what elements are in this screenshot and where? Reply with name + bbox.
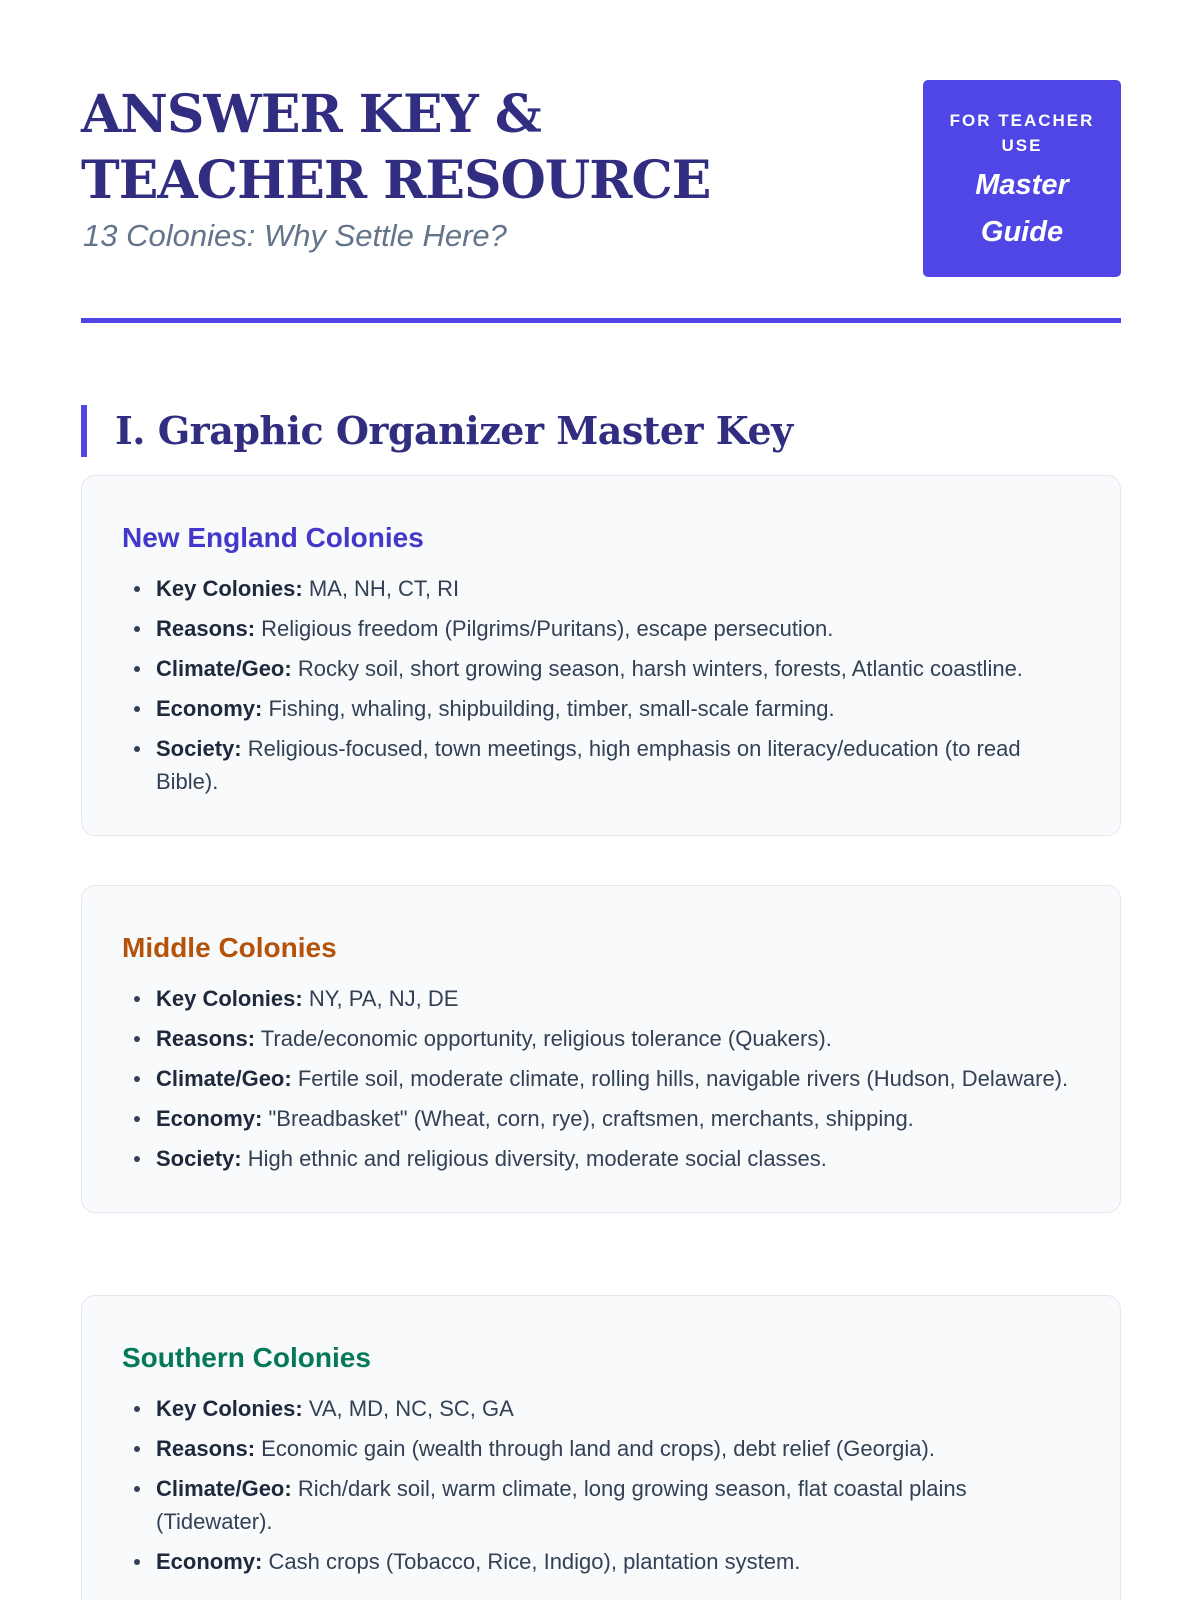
header — [81, 80, 1121, 322]
item-label: Society: — [156, 736, 242, 761]
list-item — [156, 692, 1080, 725]
item-label: Key Colonies: — [156, 986, 303, 1011]
item-text: Fishing, whaling, shipbuilding, timber, small-scale farming. — [262, 696, 835, 721]
item-label: Reasons: — [156, 616, 256, 641]
item-label: Economy: — [156, 1549, 263, 1574]
item-text: Economic gain (wealth through land and crops), debt relief (Georgia). — [255, 1436, 935, 1461]
card-title: Middle Colonies — [122, 932, 337, 963]
item-text: Rocky soil, short growing season, harsh winters, forests, Atlantic coastline. — [291, 656, 1023, 681]
card-southern — [81, 1295, 1121, 1600]
section-heading: I. Graphic Organizer Master Key — [81, 405, 793, 457]
list-item — [156, 652, 1080, 685]
item-label: Climate/Geo: — [156, 1066, 292, 1091]
list-item — [156, 982, 1080, 1015]
item-label: Key Colonies: — [156, 576, 303, 601]
list-item — [156, 1392, 1080, 1425]
item-label: Reasons: — [156, 1436, 256, 1461]
card-title: Southern Colonies — [122, 1342, 371, 1373]
list-item — [156, 732, 1080, 798]
card-title: New England Colonies — [122, 522, 424, 553]
item-label: Climate/Geo: — [156, 1476, 292, 1501]
item-label: Key Colonies: — [156, 1396, 303, 1421]
item-text: "Breadbasket" (Wheat, corn, rye), craftsmen, merchants, shipping. — [262, 1106, 914, 1131]
item-label: Economy: — [156, 696, 263, 721]
card-list — [122, 982, 1080, 1175]
item-label: Society: — [156, 1146, 242, 1171]
item-text: VA, MD, NC, SC, GA — [302, 1396, 514, 1421]
list-item — [156, 1142, 1080, 1175]
item-text: Cash crops (Tobacco, Rice, Indigo), plantation system. — [262, 1549, 801, 1574]
item-label: Economy: — [156, 1106, 263, 1131]
teacher-badge — [923, 80, 1121, 277]
item-text: High ethnic and religious diversity, moderate social classes. — [241, 1146, 827, 1171]
item-label: Climate/Geo: — [156, 656, 292, 681]
list-item — [156, 1022, 1080, 1055]
card-list — [122, 572, 1080, 798]
card-middle — [81, 885, 1121, 1213]
page-title: ANSWER KEY & TEACHER RESOURCE — [81, 84, 711, 211]
card-list — [122, 1392, 1080, 1578]
item-text: Religious freedom (Pilgrims/Puritans), escape persecution. — [255, 616, 834, 641]
item-label: Reasons: — [156, 1026, 256, 1051]
badge-title: Master Guide — [975, 169, 1069, 248]
list-item — [156, 1062, 1080, 1095]
list-item — [156, 1472, 1080, 1538]
item-text: Fertile soil, moderate climate, rolling hills, navigable rivers (Hudson, Delaware). — [291, 1066, 1069, 1091]
list-item — [156, 572, 1080, 605]
list-item — [156, 1432, 1080, 1465]
item-text: MA, NH, CT, RI — [302, 576, 460, 601]
item-text: Trade/economic opportunity, religious tolerance (Quakers). — [255, 1026, 832, 1051]
list-item — [156, 1102, 1080, 1135]
list-item — [156, 1545, 1080, 1578]
badge-label: FOR TEACHER USE — [949, 111, 1095, 155]
list-item — [156, 612, 1080, 645]
item-text: Rich/dark soil, warm climate, long growing season, flat coastal plains (Tidewater). — [156, 1476, 967, 1534]
item-text: Religious-focused, town meetings, high emphasis on literacy/education (to read Bible). — [156, 736, 1021, 794]
item-text: NY, PA, NJ, DE — [302, 986, 459, 1011]
page-subtitle: 13 Colonies: Why Settle Here? — [83, 218, 507, 253]
card-new-england — [81, 475, 1121, 836]
header-divider — [81, 318, 1121, 323]
answer-key-page — [81, 80, 1121, 1574]
